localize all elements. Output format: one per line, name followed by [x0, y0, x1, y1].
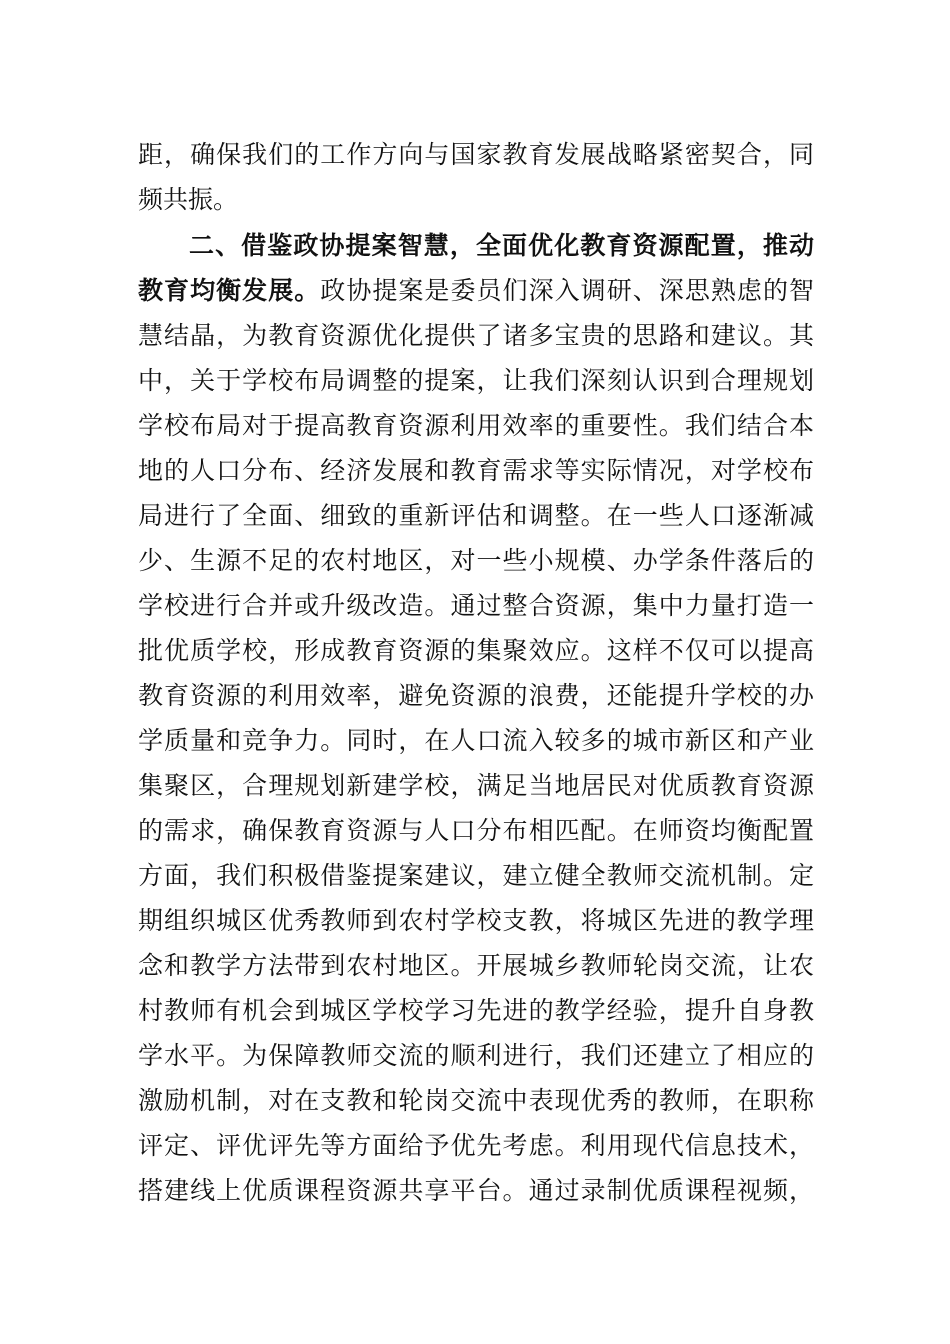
text-line-rest: 政协提案是委员们深入调研、深思熟虑的智: [320, 276, 814, 305]
text-line: 慧结晶，为教育资源优化提供了诸多宝贵的思路和建议。其: [138, 321, 814, 350]
text-line: 学水平。为保障教师交流的顺利进行，我们还建立了相应的: [138, 1041, 814, 1070]
text-line: [138, 271, 814, 311]
text-line: 批优质学校，形成教育资源的集聚效应。这样不仅可以提高: [138, 636, 814, 665]
text-line: 念和教学方法带到农村地区。开展城乡教师轮岗交流，让农: [138, 951, 814, 980]
text-line: 激励机制，对在支教和轮岗交流中表现优秀的教师，在职称: [138, 1086, 814, 1115]
text-line: 局进行了全面、细致的重新评估和调整。在一些人口逐渐减: [138, 501, 814, 530]
section-heading-continued: 教育均衡发展。: [138, 276, 321, 305]
section-heading: 二、借鉴政协提案智慧，全面优化教育资源配置，推动: [189, 231, 814, 260]
text-line: 集聚区，合理规划新建学校，满足当地居民对优质教育资源: [138, 771, 814, 800]
text-line: 中，关于学校布局调整的提案，让我们深刻认识到合理规划: [138, 366, 814, 395]
text-line: 的需求，确保教育资源与人口分布相匹配。在师资均衡配置: [138, 816, 814, 845]
text-line: 方面，我们积极借鉴提案建议，建立健全教师交流机制。定: [138, 861, 814, 890]
text-line: 少、生源不足的农村地区，对一些小规模、办学条件落后的: [138, 546, 814, 575]
text-line: 频共振。: [138, 185, 239, 214]
text-line: 学校进行合并或升级改造。通过整合资源，集中力量打造一: [138, 591, 814, 620]
text-line: 教育资源的利用效率，避免资源的浪费，还能提升学校的办: [138, 681, 814, 710]
text-line: 地的人口分布、经济发展和教育需求等实际情况，对学校布: [138, 456, 814, 485]
text-line: 评定、评优评先等方面给予优先考虑。利用现代信息技术，: [138, 1131, 814, 1160]
text-line: 学校布局对于提高教育资源利用效率的重要性。我们结合本: [138, 411, 814, 440]
text-line: 学质量和竞争力。同时，在人口流入较多的城市新区和产业: [138, 726, 814, 755]
text-line: 村教师有机会到城区学校学习先进的教学经验，提升自身教: [138, 996, 814, 1025]
text-line: 距，确保我们的工作方向与国家教育发展战略紧密契合，同: [138, 140, 814, 169]
text-line: 搭建线上优质课程资源共享平台。通过录制优质课程视频，: [138, 1176, 814, 1205]
text-line: 期组织城区优秀教师到农村学校支教，将城区先进的教学理: [138, 906, 814, 935]
